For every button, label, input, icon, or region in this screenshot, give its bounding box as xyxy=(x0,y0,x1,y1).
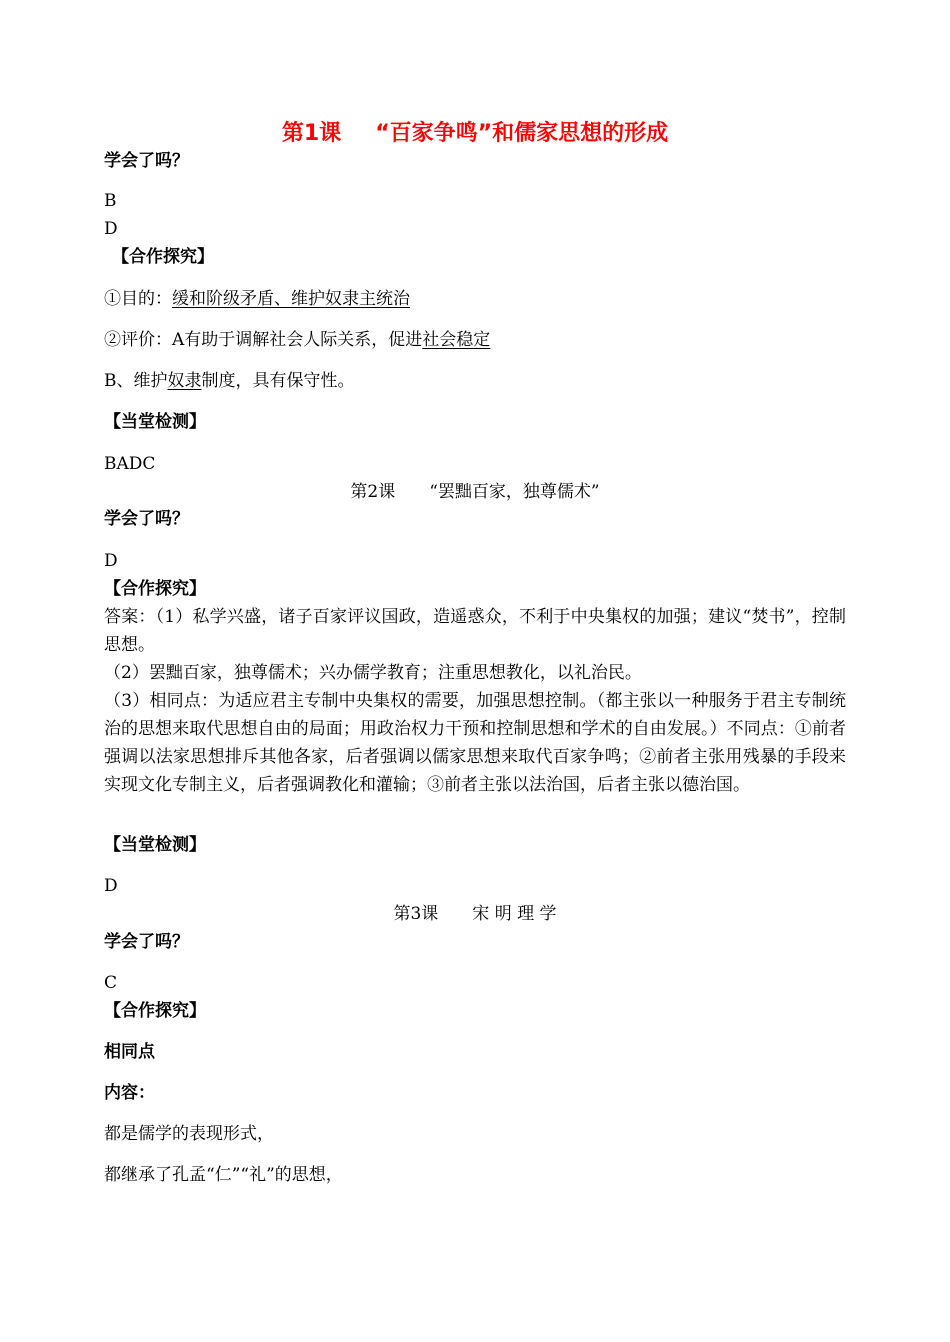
lesson3-same-heading: 相同点 xyxy=(104,1042,155,1062)
lesson1-evaluation-b-line: B、维护奴隶制度，具有保守性。 xyxy=(104,371,355,391)
lesson1-learned-heading: 学会了吗？ xyxy=(104,151,189,171)
lesson3-answer-1: C xyxy=(104,973,118,993)
lesson3-explore-heading: 【合作探究】 xyxy=(104,1001,206,1021)
lesson3-content-line-2: 都继承了孔孟“仁”“礼”的思想， xyxy=(104,1165,343,1185)
lesson1-check-answer: BADC xyxy=(104,454,156,474)
lesson1-check-heading: 【当堂检测】 xyxy=(104,412,206,432)
lesson1-answer-1: B xyxy=(104,191,117,211)
lesson3-content-heading: 内容： xyxy=(104,1083,155,1103)
lesson1-evaluation-line: ②评价：A有助于调解社会人际关系，促进社会稳定 xyxy=(104,330,491,350)
lesson3-learned-heading: 学会了吗？ xyxy=(104,932,189,952)
lesson1-title: 第1课 “百家争鸣”和儒家思想的形成 xyxy=(281,121,669,146)
lesson2-check-heading: 【当堂检测】 xyxy=(104,835,206,855)
lesson2-answer-1: D xyxy=(104,551,118,571)
lesson3-title: 第3课 宋 明 理 学 xyxy=(393,904,557,924)
lesson2-explore-heading: 【合作探究】 xyxy=(104,579,206,599)
lesson1-explore-heading: 【合作探究】 xyxy=(112,247,214,267)
lesson2-title: 第2课 “罢黜百家，独尊儒术” xyxy=(350,482,600,502)
lesson2-answer-para-3: （3）相同点：为适应君主专制中央集权的需要，加强思想控制。（都主张以一种服务于君主专制统治的思想来取代思想自由的局面；用政治权力干预和控制思想和学术的自由发展。）不同点：①前者强调以法家思想排斥其他各家，后者强调以儒家思想来取代百家争鸣；②前者主张用残暴的手段来实现文化专制主义，后者强调教化和灌输；③前者主张以法治国，后者主张以德治国。 xyxy=(104,691,846,795)
lesson2-answer-para-2: （2）罢黜百家，独尊儒术；兴办儒学教育；注重思想教化，以礼治民。 xyxy=(104,663,642,683)
lesson3-content-line-1: 都是儒学的表现形式， xyxy=(104,1124,274,1144)
lesson2-check-answer: D xyxy=(104,876,118,896)
lesson2-learned-heading: 学会了吗？ xyxy=(104,509,189,529)
lesson1-purpose-line: ①目的：缓和阶级矛盾、维护奴隶主统治 xyxy=(104,289,410,309)
lesson2-answer-para-1: 答案：（1）私学兴盛，诸子百家评议国政，造遥惑众，不利于中央集权的加强；建议“焚书”，控制思想。 xyxy=(104,607,846,655)
lesson1-answer-2: D xyxy=(104,219,118,239)
